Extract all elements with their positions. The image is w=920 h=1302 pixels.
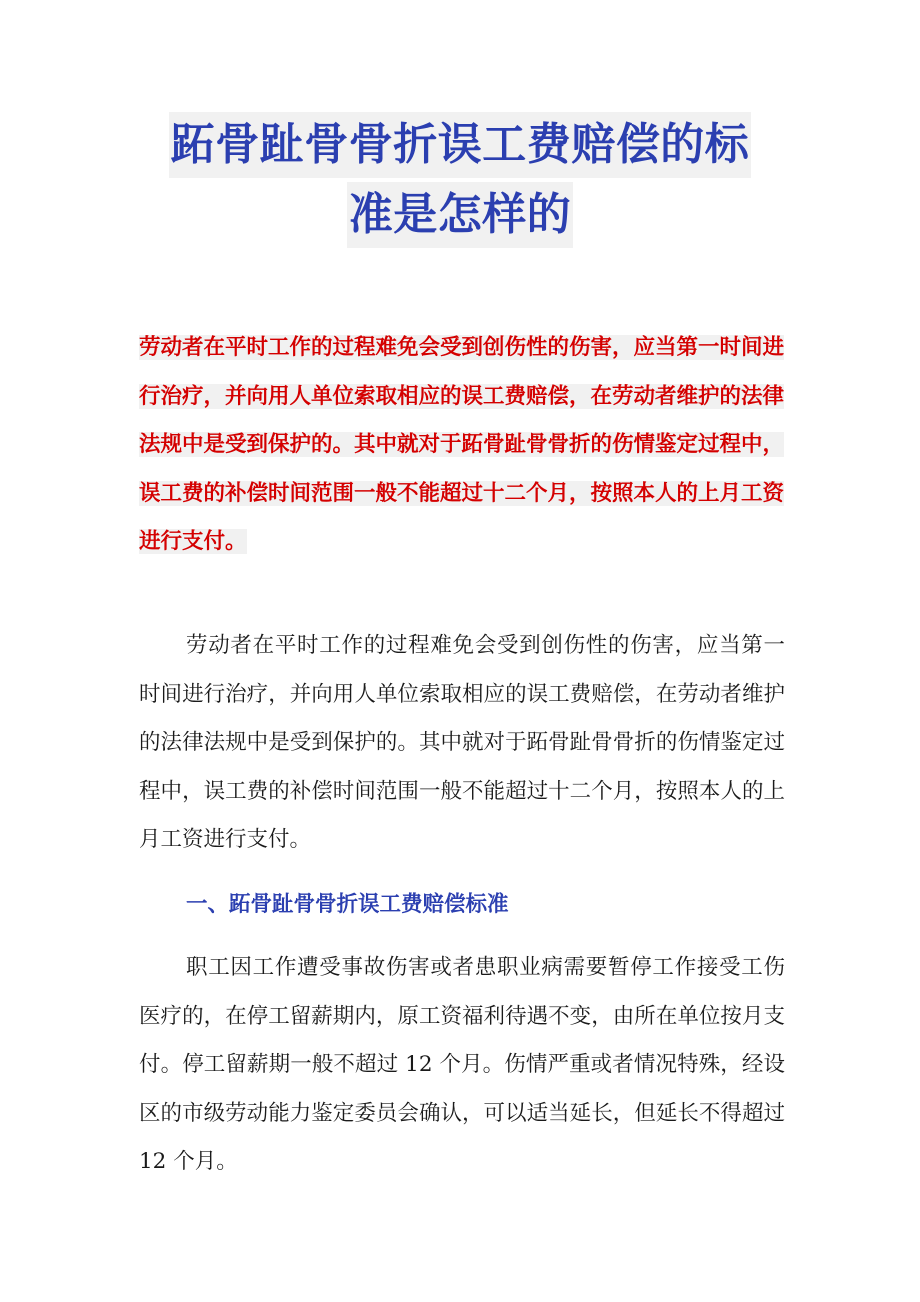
body-paragraph-2: 职工因工作遭受事故伤害或者患职业病需要暂停工作接受工伤医疗的，在停工留薪期内，原工资福利待遇不变，由所在单位按月支付。停工留薪期一般不超过 12 个月。伤情严重或者情况特殊，经设区的市级劳动能力鉴定委员会确认，可以适当延长，但延长不得超过 12 个月。 [139, 955, 785, 1174]
summary-text: 劳动者在平时工作的过程难免会受到创伤性的伤害，应当第一时间进行治疗，并向用人单位索取相应的误工费赔偿，在劳动者维护的法律法规中是受到保护的。其中就对于跖骨趾骨骨折的伤情鉴定过程中，误工费的补偿时间范围一般不能超过十二个月，按照本人的上月工资进行支付。 [139, 335, 785, 554]
title-line-1: 跖骨趾骨骨折误工费赔偿的标 [169, 112, 752, 178]
section-heading-1: 一、跖骨趾骨骨折误工费赔偿标准 [186, 892, 509, 917]
title-line-2: 准是怎样的 [347, 182, 574, 248]
document-title [0, 112, 920, 252]
summary-abstract [139, 324, 785, 567]
body-paragraph-1: 劳动者在平时工作的过程难免会受到创伤性的伤害，应当第一时间进行治疗，并向用人单位索取相应的误工费赔偿，在劳动者维护的法律法规中是受到保护的。其中就对于跖骨趾骨骨折的伤情鉴定过程中，误工费的补偿时间范围一般不能超过十二个月，按照本人的上月工资进行支付。 [139, 633, 785, 852]
